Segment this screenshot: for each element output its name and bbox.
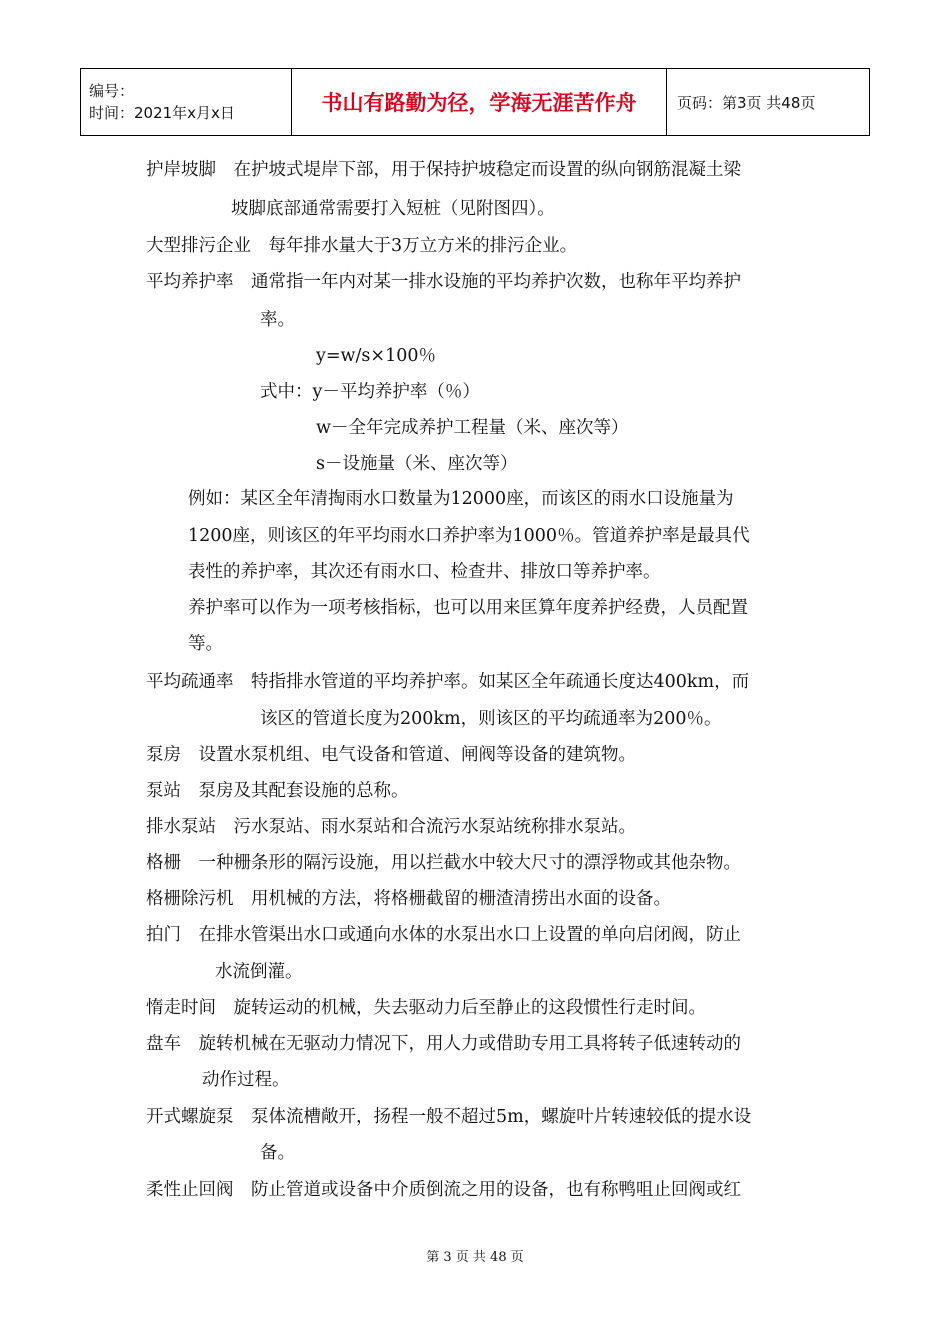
text-line: 平均疏通率 特指排水管道的平均养护率。如某区全年疏通长度达400km，而: [146, 672, 750, 692]
page-info: 页码：第3页 共48页: [667, 69, 870, 136]
text-line: 1200座，则该区的年平均雨水口养护率为1000％。管道养护率是最具代: [188, 526, 750, 546]
text-line: 平均养护率 通常指一年内对某一排水设施的平均养护次数，也称年平均养护: [146, 272, 741, 292]
text-line: 大型排污企业 每年排水量大于3万立方米的排污企业。: [146, 236, 578, 256]
date-label: 时间：2021年x月x日: [89, 104, 235, 122]
page-footer: 第 3 页 共 48 页: [426, 1250, 524, 1265]
text-line: 等。: [188, 634, 223, 654]
text-line: 水流倒灌。: [215, 962, 303, 982]
text-line: 该区的管道长度为200km，则该区的平均疏通率为200％。: [260, 709, 722, 729]
motto: 书山有路勤为径，学海无涯苦作舟: [292, 69, 667, 136]
text-line: 动作过程。: [202, 1070, 290, 1090]
text-line: 泵房 设置水泵机组、电气设备和管道、闸阀等设备的建筑物。: [146, 745, 636, 765]
text-line: 排水泵站 污水泵站、雨水泵站和合流污水泵站统称排水泵站。: [146, 817, 636, 837]
formula-line: y=w/s×100％: [316, 346, 436, 366]
text-line: 坡脚底部通常需要打入短桩（见附图四）。: [231, 199, 555, 219]
text-line: 养护率可以作为一项考核指标，也可以用来匡算年度养护经费，人员配置: [188, 598, 748, 618]
text-line: 惰走时间 旋转运动的机械，失去驱动力后至静止的这段惯性行走时间。: [146, 998, 706, 1018]
text-line: 备。: [260, 1143, 295, 1163]
text-line: 拍门 在排水管渠出水口或通向水体的水泵出水口上设置的单向启闭阀，防止: [146, 925, 741, 945]
header-table: [80, 68, 870, 136]
text-line: 表性的养护率，其次还有雨水口、检查井、排放口等养护率。: [188, 562, 661, 582]
code-label: 编号：: [89, 82, 135, 100]
formula-line: 式中：y－平均养护率（％）: [260, 382, 480, 402]
formula-line: w－全年完成养护工程量（米、座次等）: [316, 418, 629, 438]
text-line: 泵站 泵房及其配套设施的总称。: [146, 781, 409, 801]
text-line: 开式螺旋泵 泵体流槽敞开，扬程一般不超过5m，螺旋叶片转速较低的提水设: [146, 1107, 752, 1127]
text-line: 格栅 一种栅条形的隔污设施，用以拦截水中较大尺寸的漂浮物或其他杂物。: [146, 853, 741, 873]
text-line: 盘车 旋转机械在无驱动力情况下，用人力或借助专用工具将转子低速转动的: [146, 1034, 741, 1054]
text-line: 格栅除污机 用机械的方法，将格栅截留的栅渣清捞出水面的设备。: [146, 889, 671, 909]
text-line: 率。: [260, 310, 295, 330]
header-meta-cell: [81, 69, 292, 136]
formula-line: s－设施量（米、座次等）: [316, 454, 518, 474]
text-line: 护岸坡脚 在护坡式堤岸下部，用于保持护坡稳定而设置的纵向钢筋混凝土梁: [146, 160, 741, 180]
text-line: 柔性止回阀 防止管道或设备中介质倒流之用的设备，也有称鸭咀止回阀或红: [146, 1180, 741, 1200]
text-line: 例如：某区全年清掏雨水口数量为12000座，而该区的雨水口设施量为: [188, 489, 734, 509]
